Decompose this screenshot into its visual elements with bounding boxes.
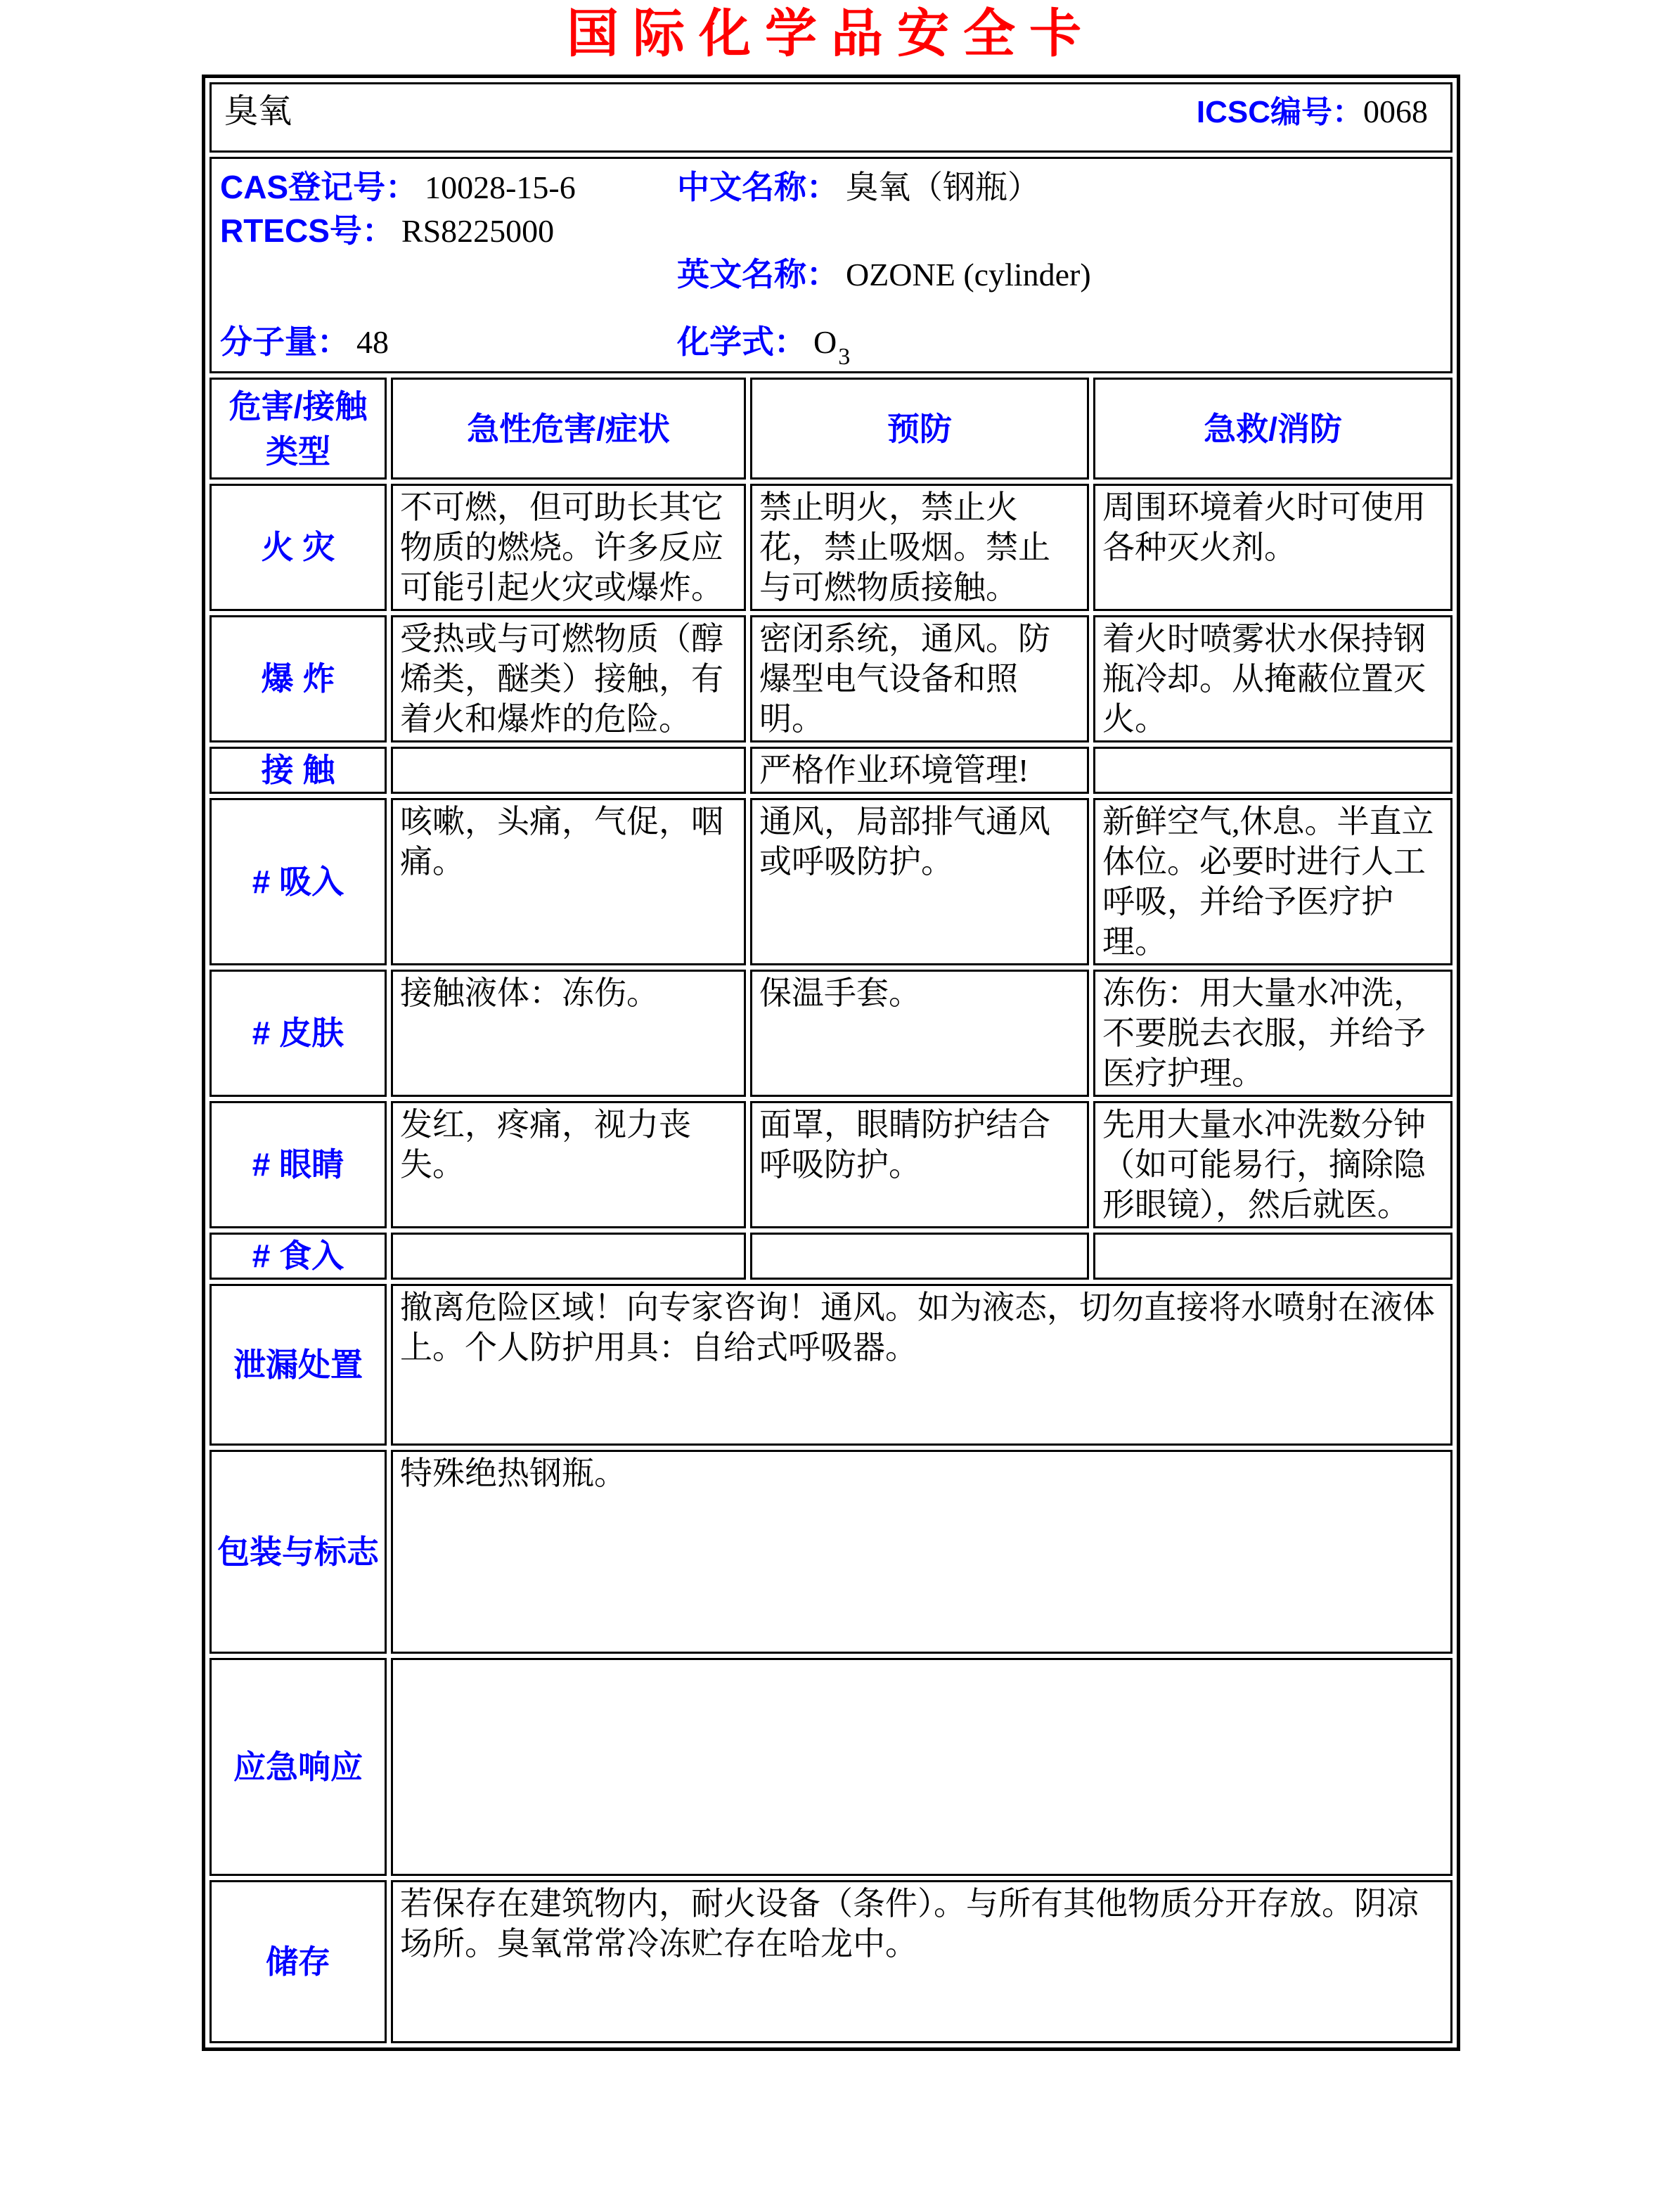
identifiers-grid	[219, 159, 1443, 371]
identifiers-cell	[210, 157, 1452, 373]
row-label-skin: # 皮肤	[210, 970, 387, 1097]
titlebar	[212, 84, 1450, 132]
ingestion-symptoms-cell	[391, 1233, 746, 1280]
row-label-explosion: 爆 炸	[210, 615, 387, 742]
table-row-emergency	[210, 1658, 1452, 1876]
explosion-response-cell: 着火时喷雾状水保持钢瓶冷却。从掩蔽位置灭火。	[1093, 615, 1452, 742]
molecular-weight-label: 分子量：	[219, 323, 349, 360]
english-name	[677, 255, 1443, 295]
ingestion-response-cell	[1093, 1233, 1452, 1280]
chemical-formula-label: 化学式：	[676, 323, 806, 360]
chinese-name-value: 臭氧（钢瓶）	[845, 169, 1040, 205]
skin-response-cell: 冻伤：用大量水冲洗，不要脱去衣服，并给予医疗护理。	[1093, 970, 1452, 1097]
row-label-contact: 接 触	[210, 747, 387, 794]
row-label-inhalation: # 吸入	[210, 798, 387, 965]
chemical-formula-value	[806, 324, 851, 370]
fire-prevention-cell: 禁止明火，禁止火花，禁止吸烟。禁止与可燃物质接触。	[750, 484, 1089, 611]
table-row-storage	[210, 1880, 1452, 2043]
substance-name: 臭氧	[224, 93, 292, 130]
chinese-name-label: 中文名称：	[676, 169, 839, 205]
name-row-cell	[210, 82, 1452, 153]
contact-response-cell	[1093, 747, 1452, 794]
ingestion-prevention-cell	[750, 1233, 1089, 1280]
rtecs-value: RS8225000	[401, 213, 555, 249]
column-header-hazard-type: 危害/接触类型	[210, 378, 387, 480]
cas-value: 10028-15-6	[425, 169, 576, 205]
icsc-number-value: 0068	[1363, 94, 1428, 129]
formula-subscript: 3	[838, 344, 851, 370]
icsc-number	[1197, 91, 1438, 132]
cas-label: CAS登记号：	[219, 169, 418, 205]
inhalation-prevention-cell: 通风，局部排气通风或呼吸防护。	[750, 798, 1089, 965]
rtecs-number	[220, 211, 677, 255]
storage-content-cell: 若保存在建筑物内，耐火设备（条件）。与所有其他物质分开存放。阴凉场所。臭氧常常冷冻贮存在哈龙中。	[391, 1880, 1452, 2043]
column-header-first-aid: 急救/消防	[1093, 378, 1452, 480]
rtecs-label: RTECS号：	[219, 212, 394, 249]
cas-number	[220, 167, 677, 211]
contact-symptoms-cell	[391, 747, 746, 794]
explosion-prevention-cell: 密闭系统，通风。防爆型电气设备和照明。	[750, 615, 1089, 742]
chemical-formula	[677, 322, 1443, 371]
row-label-packaging: 包装与标志	[210, 1450, 387, 1654]
inhalation-symptoms-cell: 咳嗽，头痛，气促，咽痛。	[391, 798, 746, 965]
inhalation-response-cell: 新鲜空气,休息。半直立体位。必要时进行人工呼吸，并给予医疗护理。	[1093, 798, 1452, 965]
table-row-skin	[210, 970, 1452, 1097]
table-row-fire	[210, 484, 1452, 611]
icsc-number-label: ICSC编号：	[1196, 95, 1363, 129]
skin-symptoms-cell: 接触液体：冻伤。	[391, 970, 746, 1097]
row-label-emergency: 应急响应	[210, 1658, 387, 1876]
fire-response-cell: 周围环境着火时可使用各种灭火剂。	[1093, 484, 1452, 611]
eyes-response-cell: 先用大量水冲洗数分钟（如可能易行，摘除隐形眼镜），然后就医。	[1093, 1101, 1452, 1228]
contact-prevention-cell: 严格作业环境管理!	[750, 747, 1089, 794]
table-row-eyes	[210, 1101, 1452, 1228]
molecular-weight	[220, 322, 677, 371]
spillage-content-cell: 撤离危险区域！向专家咨询！通风。如为液态，切勿直接将水喷射在液体上。个人防护用具：自给式呼吸器。	[391, 1284, 1452, 1446]
packaging-content-cell: 特殊绝热钢瓶。	[391, 1450, 1452, 1654]
eyes-prevention-cell: 面罩，眼睛防护结合呼吸防护。	[750, 1101, 1089, 1228]
row-label-fire: 火 灾	[210, 484, 387, 611]
emergency-content-cell	[391, 1658, 1452, 1876]
table-row-inhalation	[210, 798, 1452, 965]
eyes-symptoms-cell: 发红，疼痛，视力丧失。	[391, 1101, 746, 1228]
column-header-symptoms: 急性危害/症状	[391, 378, 746, 480]
page-title: 国际化学品安全卡	[567, 6, 1095, 63]
chinese-name	[677, 167, 1443, 211]
table-row-ingestion	[210, 1233, 1452, 1280]
formula-base: O	[813, 324, 837, 360]
row-label-eyes: # 眼睛	[210, 1101, 387, 1228]
molecular-weight-value: 48	[356, 324, 389, 360]
row-label-spillage: 泄漏处置	[210, 1284, 387, 1446]
english-name-value: OZONE (cylinder)	[845, 257, 1091, 292]
skin-prevention-cell: 保温手套。	[750, 970, 1089, 1097]
explosion-symptoms-cell: 受热或与可燃物质（醇烯类，醚类）接触，有着火和爆炸的危险。	[391, 615, 746, 742]
table-row-packaging	[210, 1450, 1452, 1654]
table-row-spillage	[210, 1284, 1452, 1446]
table-row-explosion	[210, 615, 1452, 742]
table-row-contact	[210, 747, 1452, 794]
fire-symptoms-cell: 不可燃，但可助长其它物质的燃烧。许多反应可能引起火灾或爆炸。	[391, 484, 746, 611]
row-label-ingestion: # 食入	[210, 1233, 387, 1280]
column-header-prevention: 预防	[750, 378, 1089, 480]
english-name-label: 英文名称：	[676, 256, 839, 292]
icsc-table	[202, 75, 1460, 2051]
row-label-storage: 储存	[210, 1880, 387, 2043]
